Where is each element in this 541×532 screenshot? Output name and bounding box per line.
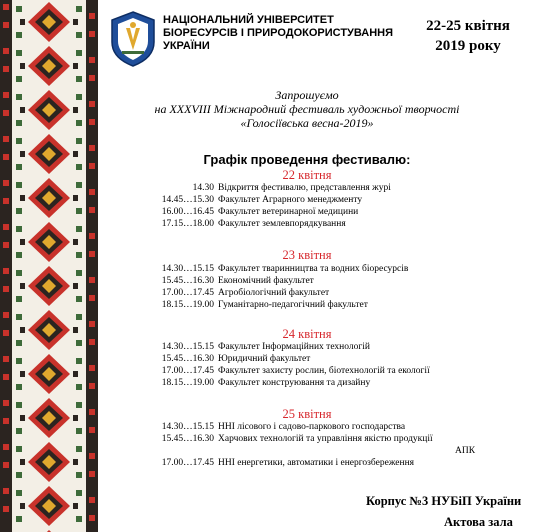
schedule-row [110,264,530,276]
invite-line1: Запрошуємо [275,88,339,102]
event-title: Відкриття фестивалю, представлення журі [218,183,391,193]
day-heading: 25 квітня [282,407,332,421]
event-time: 14.30…15.15 [161,264,214,274]
schedule-row [110,195,530,207]
event-time: 14.45…15.30 [161,195,214,205]
event-time: 17.00…17.45 [161,458,214,468]
event-title: Факультет Інформаційних технологій [218,342,370,352]
event-time: 14.30 [192,183,214,193]
event-title: Агробіологічний факультет [218,288,330,298]
event-title: Факультет конструювання та дизайну [218,378,371,388]
event-time: 14.30…15.15 [161,422,214,432]
schedule-row [110,219,530,231]
event-title-continuation: АПК [455,446,476,456]
schedule-row [110,207,530,219]
university-name-line1: НАЦІОНАЛЬНИЙ УНІВЕРСИТЕТ [163,14,334,26]
event-title: ННІ енергетики, автоматики і енергозбереження [218,458,415,468]
schedule-row [110,288,530,300]
schedule-row [110,434,530,446]
schedule-row [110,366,530,378]
event-time: 16.00…16.45 [161,207,214,217]
schedule-row [110,378,530,390]
day-heading: 24 квітня [282,327,332,341]
event-time: 15.45…16.30 [161,434,214,444]
event-title: Факультет землевпорядкування [218,219,346,229]
day-heading: 22 квітня [282,168,332,182]
event-title: Харчових технологій та управління якістю продукції [218,434,433,444]
day-schedule [110,342,530,390]
invite-line3: «Голосіївська весна-2019» [240,116,374,130]
university-logo [108,10,158,68]
schedule-row [110,300,530,312]
event-title: Економічний факультет [218,276,314,286]
schedule-row [110,276,530,288]
venue-hall: Актова зала [444,515,513,529]
event-time: 18.15…19.00 [161,378,214,388]
event-time: 17.00…17.45 [161,288,214,298]
event-title: Факультет захисту рослин, біотехнологій та екології [218,366,430,376]
event-time: 14.30…15.15 [161,342,214,352]
event-time: 18.15…19.00 [161,300,214,310]
day-schedule [110,183,530,231]
event-time: 17.15…18.00 [161,219,214,229]
event-time: 15.45…16.30 [161,276,214,286]
event-title: Факультет ветеринарної медицини [218,207,359,217]
invitation-text [112,88,502,130]
event-time: 15.45…16.30 [161,354,214,364]
schedule-row [110,422,530,434]
invite-line2: на XXXVIII Міжнародний фестиваль художньої творчості [154,102,460,116]
schedule-row [110,458,530,470]
event-title: Факультет тваринництва та водних біоресурсів [218,264,409,274]
venue-building: Корпус №3 НУБіП України [366,494,522,508]
university-name-line3: УКРАЇНИ [163,40,210,52]
embroidery-border-left [0,0,98,532]
schedule-row [110,354,530,366]
schedule-row [110,183,530,195]
event-time: 17.00…17.45 [161,366,214,376]
festival-dates: 22-25 квітня [426,18,510,34]
schedule-row [110,342,530,354]
university-name-line2: БІОРЕСУРСІВ І ПРИРОДОКОРИСТУВАННЯ [163,27,394,39]
event-title: ННІ лісового і садово-паркового господарства [218,422,406,432]
event-title: Гуманітарно-педагогічний факультет [218,300,368,310]
schedule-title: Графік проведення фестивалю: [203,152,411,167]
event-title: Факультет Аграрного менеджменту [218,195,363,205]
festival-year: 2019 року [435,38,501,54]
day-heading: 23 квітня [282,248,332,262]
day-schedule [110,264,530,312]
event-title: Юридичний факультет [218,354,311,364]
